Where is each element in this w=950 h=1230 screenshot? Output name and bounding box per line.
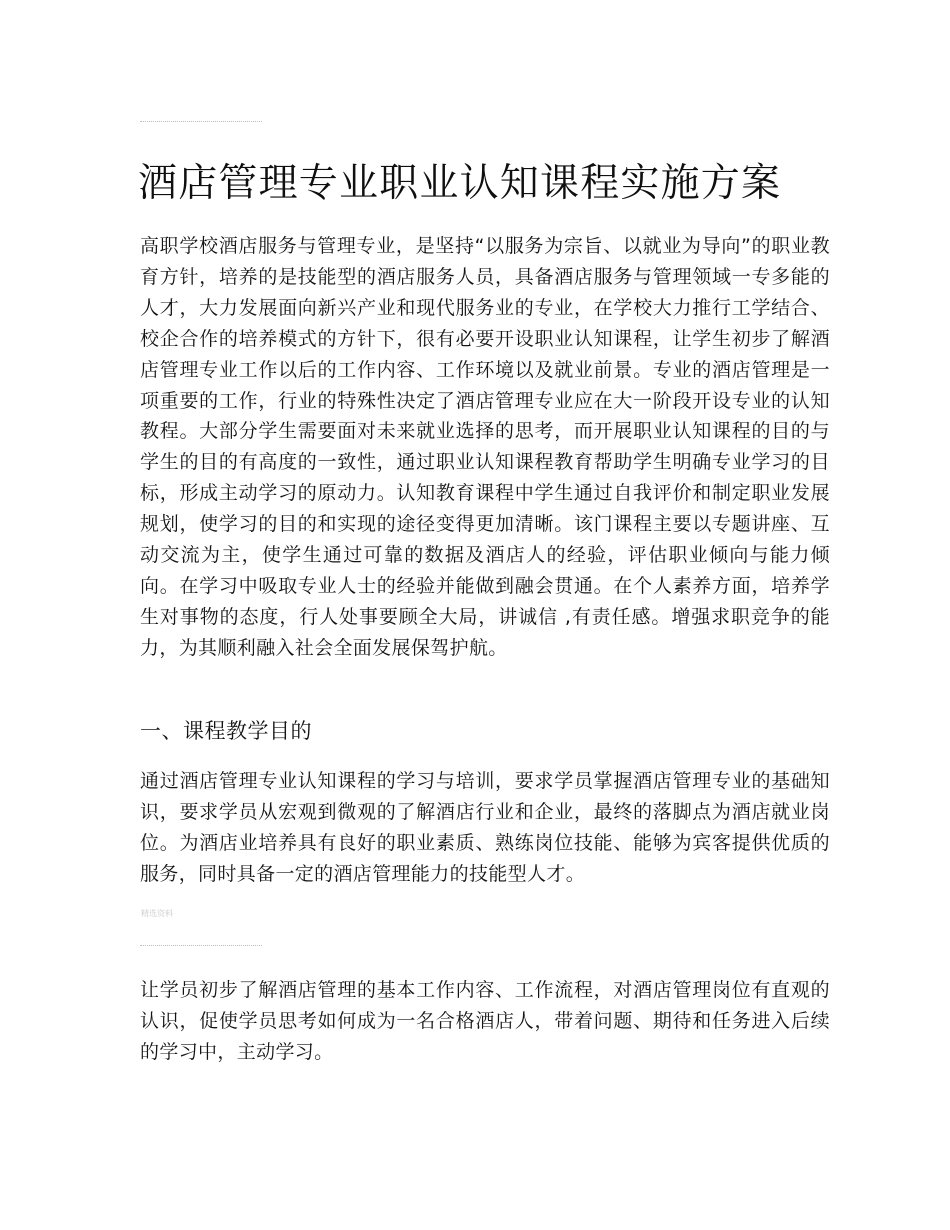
teaching-purpose-paragraph: 通过酒店管理专业认知课程的学习与培训，要求学员掌握酒店管理专业的基础知识，要求学员从宏观到微观的了解酒店行业和企业，最终的落脚点为酒店就业岗位。为酒店业培养具有良好的职业素质、熟练岗位技能、能够为宾客提供优质的服务，同时具备一定的酒店管理能力的技能型人才。 bbox=[140, 770, 830, 885]
closing-paragraph: 让学员初步了解酒店管理的基本工作内容、工作流程，对酒店管理岗位有直观的认识，促使学员思考如何成为一名合格酒店人，带着问题、期待和任务进入后续的学习中，主动学习。 bbox=[140, 979, 830, 1063]
section-heading-teaching-purpose: 一、课程教学目的 bbox=[140, 719, 312, 743]
page-break-divider bbox=[140, 945, 262, 946]
document-title: 酒店管理专业职业认知课程实施方案 bbox=[138, 161, 782, 206]
footer-watermark: 精选资料 bbox=[141, 909, 173, 918]
intro-paragraph: 高职学校酒店服务与管理专业，是坚持“以服务为宗旨、以就业为导向”的职业教育方针，培养的是技能型的酒店服务人员，具备酒店服务与管理领域一专多能的人才，大力发展面向新兴产业和现代服务业的专业，在学校大力推行工学结合、校企合作的培养模式的方针下，很有必要开设职业认知课程，让学生初步了解酒店管理专业工作以后的工作内容、工作环境以及就业前景。专业的酒店管理是一项重要的工作，行业的特殊性决定了酒店管理专业应在大一阶段开设专业的认知教程。大部分学生需要面对未来就业选择的思考，而开展职业认知课程的目的与学生的目的有高度的一致性，通过职业认知课程教育帮助学生明确专业学习的目标，形成主动学习的原动力。认知教育课程中学生通过自我评价和制定职业发展规划，使学习的目的和实现的途径变得更加清晰。该门课程主要以专题讲座、互动交流为主，使学生通过可靠的数据及酒店人的经验，评估职业倾向与能力倾向。在学习中吸取专业人士的经验并能做到融会贯通。在个人素养方面，培养学生对事物的态度，行人处事要顾全大局，讲诚信 ,有责任感。增强求职竞争的能力，为其顺利融入社会全面发展保驾护航。 bbox=[140, 235, 830, 659]
header-divider bbox=[140, 121, 262, 122]
